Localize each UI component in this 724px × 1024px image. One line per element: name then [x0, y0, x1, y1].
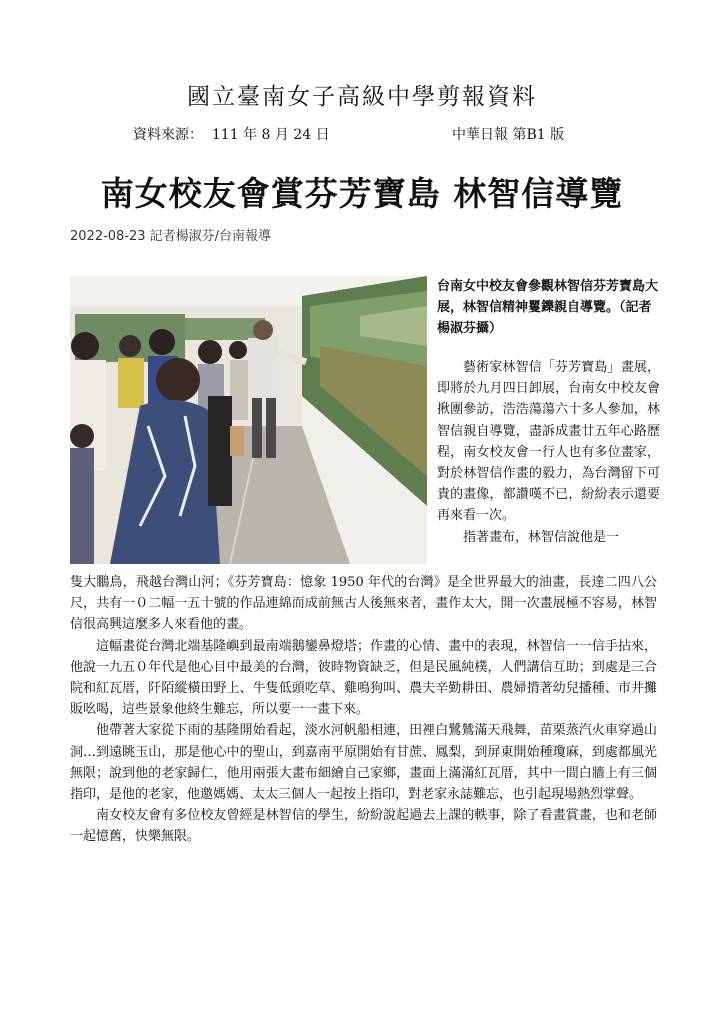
paragraph-5: 南女校友會有多位校友曾經是林智信的學生，紛紛說起過去上課的軼事，除了看畫賞畫，也和老師一起憶舊，快樂無限。 [70, 808, 657, 845]
paragraph-2-start: 指著畫布，林智信說他是一 [463, 529, 620, 545]
paragraph-2-continued: 隻大鵬鳥，飛越台灣山河；《芬芳寶島：憶象 1950 年代的台灣》是全世界最大的油畫，長達二四八公尺，共有一０二幅一五十號的作品連綿而成前無古人後無來者，畫作太大，開一次畫展極不容易，林智信很高興這麼多人來看他的畫。 [70, 575, 657, 633]
clipping-header-title: 國立臺南女子高級中學剪報資料 [187, 84, 537, 110]
source-newspaper: 中華日報 第B1 版 [452, 127, 565, 143]
paragraph-1: 藝術家林智信「芬芳寶島」畫展，即將於九月四日卸展，台南女中校友會揪團參訪，浩浩蕩蕩六十多人參加，林智信親自導覽，盡訴成畫廿五年心路歷程，南女校友會一行人也有多位畫家，對於林智信作畫的毅力，為台灣留下可貴的畫像，都讚嘆不已，紛紛表示還要再來看一次。 [437, 360, 660, 524]
paragraph-3: 這幅畫從台灣北端基隆嶼到最南端鵝鑾鼻燈塔；作畫的心情、畫中的表現，林智信一一信手拈來，他說一九五０年代是他心目中最美的台灣，彼時物資缺乏，但是民風純樸，人們講信互助；到處是三合院和紅瓦厝，阡陌縱橫田野上、牛隻低頭吃草、雞鳴狗叫、農夫辛勤耕田、農婦揹著幼兒播種、市井攤販吆喝，這些景象他終生難忘，所以要一一畫下來。 [70, 638, 657, 718]
article-side-column [437, 357, 660, 548]
article-body [70, 572, 657, 848]
article-photo [70, 276, 427, 564]
paragraph-4: 他帶著大家從下雨的基隆開始看起，淡水河帆船相連，田裡白鷺鷥滿天飛舞，苗栗蒸汽火車穿過山洞…到遠眺玉山，那是他心中的聖山，到嘉南平原開始有甘蔗、鳳梨，到屏東開始種瓊麻，到處都風光無限；說到他的老家歸仁，他用兩張大畫布細繪自己家鄉，畫面上滿滿紅瓦厝，其中一間白牆上有三個指印，是他的老家，他邀媽媽、太太三個人一起按上指印，對老家永誌難忘，也引起現場熱烈掌聲。 [70, 723, 657, 803]
article-headline: 南女校友會賞芬芳寶島 林智信導覽 [100, 174, 624, 213]
photo-caption: 台南女中校友會參觀林智信芬芳寶島大展，林智信精神矍鑠親自導覽。（記者楊淑芬攝） [437, 279, 659, 336]
article-byline: 2022-08-23 記者楊淑芬/台南報導 [70, 229, 272, 244]
source-date: 資料來源： 111 年 8 月 24 日 [133, 127, 330, 143]
